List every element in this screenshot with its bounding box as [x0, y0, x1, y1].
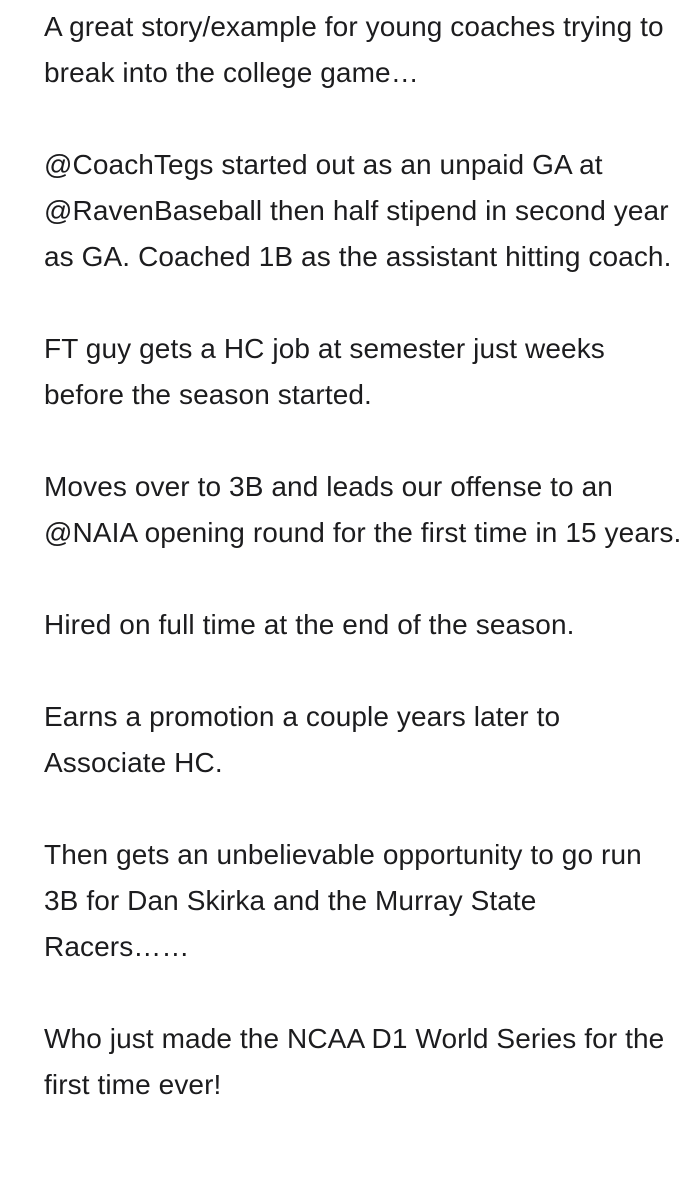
note-paragraph-hired: Hired on full time at the end of the season.	[44, 609, 575, 640]
note-paragraph-world-series: Who just made the NCAA D1 World Series for the first time ever!	[44, 1023, 665, 1100]
note-paragraph-murray-state: Then gets an unbelievable opportunity to go run 3B for Dan Skirka and the Murray State Racers……	[44, 839, 642, 962]
note-body	[44, 4, 684, 1108]
note-paragraph-promotion: Earns a promotion a couple years later to Associate HC.	[44, 701, 561, 778]
note-paragraph-third-base: Moves over to 3B and leads our offense to an @NAIA opening round for the first time in 15 years.	[44, 471, 682, 548]
note-paragraph-intro: A great story/example for young coaches trying to break into the college game…	[44, 11, 664, 88]
note-paragraph-ga-start: @CoachTegs started out as an unpaid GA at @RavenBaseball then half stipend in second year as GA. Coached 1B as the assistant hitting coach.	[44, 149, 672, 272]
note-paragraph-ft-guy: FT guy gets a HC job at semester just weeks before the season started.	[44, 333, 605, 410]
